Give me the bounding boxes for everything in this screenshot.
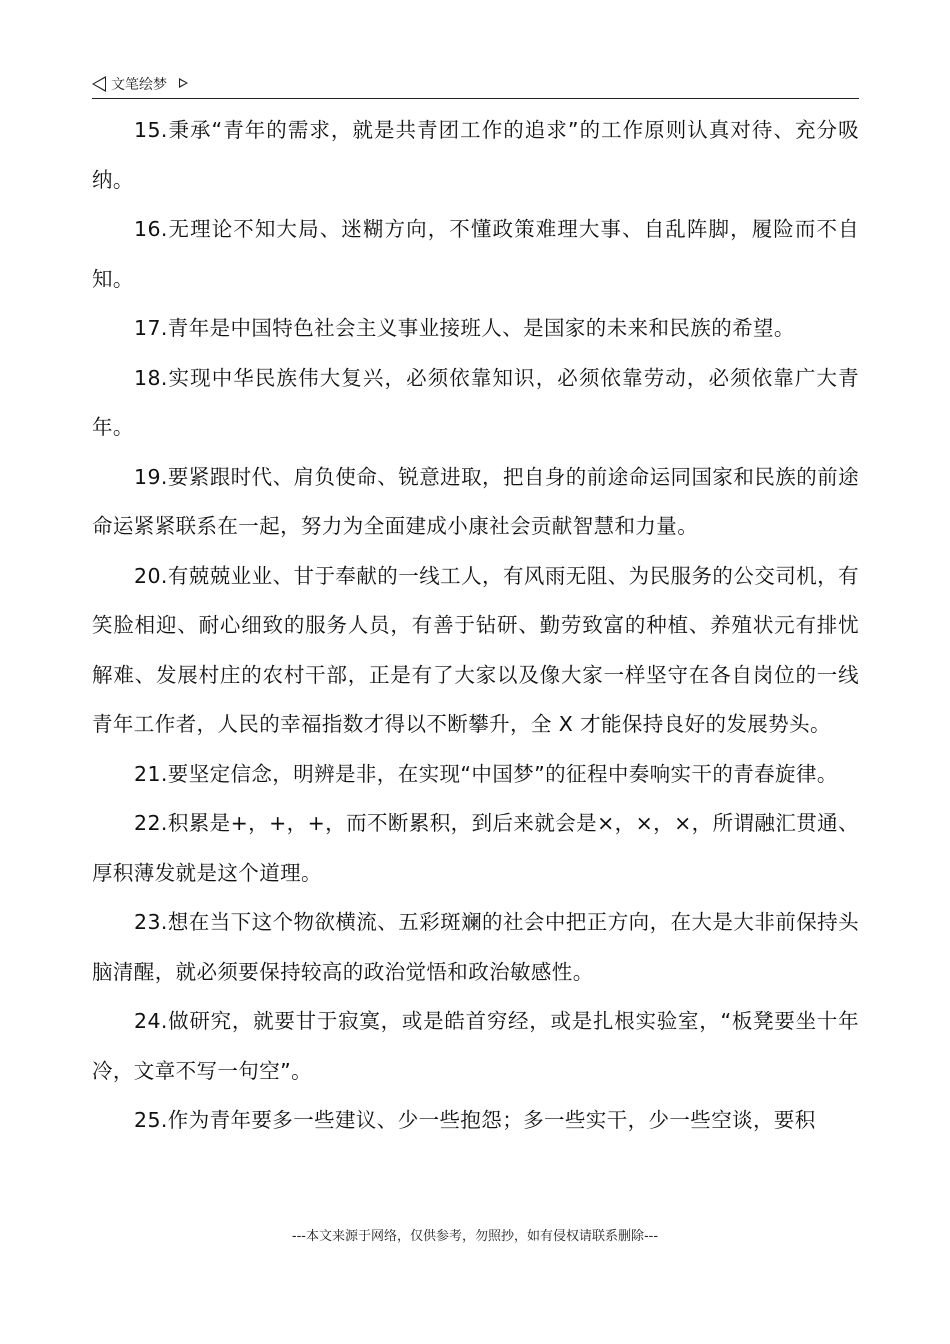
page-footer: ---本文来源于网络，仅供参考，勿照抄，如有侵权请联系删除---: [291, 1229, 659, 1244]
paragraph-24: 24.做研究，就要甘于寂寞，或是皓首穷经，或是扎根实验室，“板凳要坐十年冷，文章不写一句空”。: [92, 1009, 859, 1083]
paragraph-16: 16.无理论不知大局、迷糊方向，不懂政策难理大事、自乱阵脚，履险而不自知。: [92, 217, 859, 291]
page-header: [92, 74, 859, 99]
paragraph-22: 22.积累是+，+，+，而不断累积，到后来就会是×，×，×，所谓融汇贯通、厚积薄发就是这个道理。: [92, 811, 859, 885]
paragraph-23: 23.想在当下这个物欲横流、五彩斑斓的社会中把正方向，在大是大非前保持头脑清醒，就必须要保持较高的政治觉悟和政治敏感性。: [92, 910, 859, 984]
paragraph-19: 19.要紧跟时代、肩负使命、锐意进取，把自身的前途命运同国家和民族的前途命运紧紧联系在一起，努力为全面建成小康社会贡献智慧和力量。: [92, 464, 859, 538]
paragraph-18: 18.实现中华民族伟大复兴，必须依靠知识，必须依靠劳动，必须依靠广大青年。: [92, 365, 859, 439]
triangle-right-icon: [179, 78, 188, 88]
header-title: 文笔绘梦: [111, 77, 167, 93]
paragraph-15: 15.秉承“青年的需求，就是共青团工作的追求”的工作原则认真对待、充分吸纳。: [92, 118, 859, 192]
paragraph-20: 20.有兢兢业业、甘于奉献的一线工人，有风雨无阻、为民服务的公交司机，有笑脸相迎、耐心细致的服务人员，有善于钻研、勤劳致富的种植、养殖状元有排忧解难、发展村庄的农村干部，正是有了大家以及像大家一样坚守在各自岗位的一线青年工作者，人民的幸福指数才得以不断攀升，全 X 才能保持良好的发展势头。: [92, 563, 859, 736]
paragraph-17: 17.青年是中国特色社会主义事业接班人、是国家的未来和民族的希望。: [134, 316, 795, 340]
document-body: [92, 106, 859, 1146]
triangle-left-icon: [92, 76, 106, 92]
paragraph-25: 25.作为青年要多一些建议、少一些抱怨；多一些实干，少一些空谈，要积: [134, 1108, 816, 1132]
paragraph-21: 21.要坚定信念，明辨是非，在实现“中国梦”的征程中奏响实干的青春旋律。: [134, 761, 838, 786]
